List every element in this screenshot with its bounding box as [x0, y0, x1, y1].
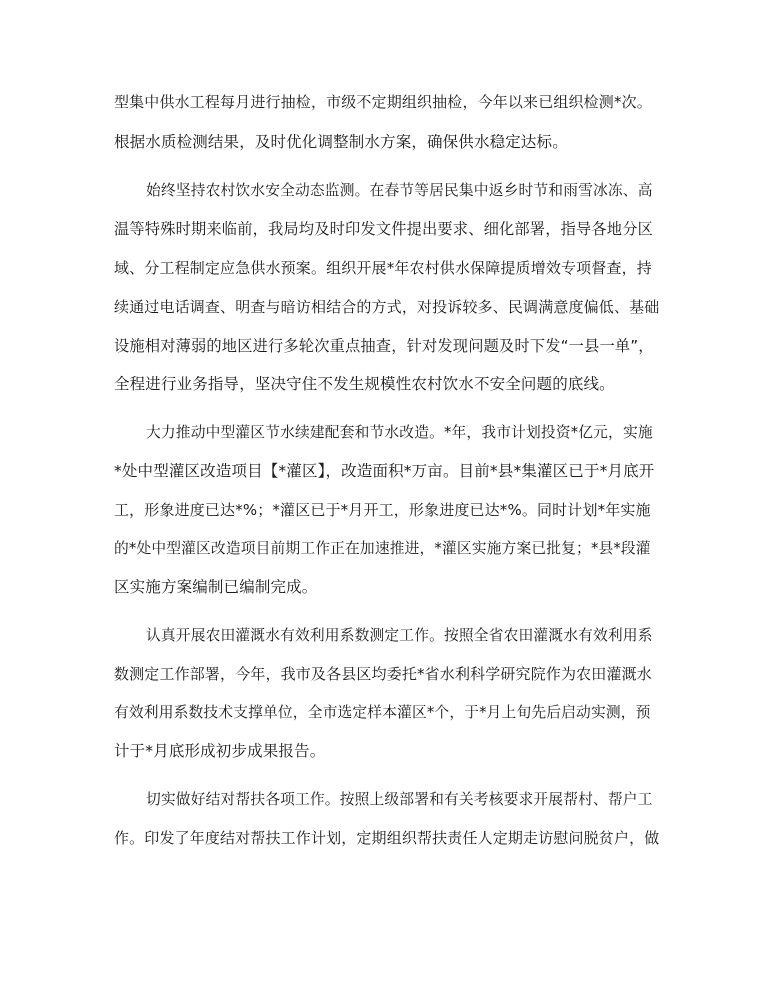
paragraph-1-line-1: 型集中供水工程每月进行抽检，市级不定期组织抽检，今年以来已组织检测*次。: [114, 93, 652, 111]
paragraph-3-line-5: 区实施方案编制已编制完成。: [114, 578, 318, 596]
paragraph-3-line-4: 的*处中型灌区改造项目前期工作正在加速推进，*灌区实施方案已批复；*县*段灌: [114, 540, 651, 557]
paragraph-2-line-2: 温等特殊时期来临前，我局均及时印发文件提出要求、细化部署，指导各地分区: [114, 220, 653, 238]
paragraph-3-line-1: 大力推动中型灌区节水续建配套和节水改造。*年，我市计划投资*亿元，实施: [146, 424, 653, 441]
paragraph-4-line-4: 计于*月底形成初步成果报告。: [114, 742, 326, 760]
paragraph-4-line-3: 有效利用系数技术支撑单位，全市选定样本灌区*个，于*月上旬先后启动实测，预: [114, 704, 651, 721]
paragraph-5-line-2: 作。印发了年度结对帮扶工作计划，定期组织帮扶责任人定期走访慰问脱贫户，做: [114, 829, 660, 847]
paragraph-2-line-5: 设施相对薄弱的地区进行多轮次重点抽查，针对发现问题及时下发“一县一单”，: [114, 337, 654, 355]
paragraph-3-line-2: *处中型灌区改造项目【*灌区】，改造面积*万亩。目前*县*集灌区已于*月底开: [114, 462, 655, 480]
paragraph-4-line-1: 认真开展农田灌溉水有效利用系数测定工作。按照全省农田灌溉水有效利用系: [146, 627, 653, 644]
paragraph-5-line-1: 切实做好结对帮扶各项工作。按照上级部署和有关考核要求开展帮村、帮户工: [146, 791, 653, 808]
paragraph-2-line-1: 始终坚持农村饮水安全动态监测。在春节等居民集中返乡时节和雨雪冰冻、高: [146, 182, 653, 199]
paragraph-1-line-2: 根据水质检测结果，及时优化调整制水方案，确保供水稳定达标。: [114, 133, 568, 151]
paragraph-2-line-6: 全程进行业务指导，坚决守住不发生规模性农村饮水不安全问题的底线。: [114, 375, 615, 393]
paragraph-2-line-4: 续通过电话调查、明查与暗访相结合的方式，对投诉较多、民调满意度偏低、基础: [114, 298, 660, 316]
paragraph-2-line-3: 域、分工程制定应急供水预案。组织开展*年农村供水保障提质增效专项督查，持: [114, 259, 652, 277]
paragraph-3-line-3: 工，形象进度已达*%；*灌区已于*月开工，形象进度已达*%。同时计划*年实施: [114, 501, 651, 519]
paragraph-4-line-2: 数测定工作部署，今年，我市及各县区均委托*省水利科学研究院作为农田灌溉水: [114, 665, 652, 683]
